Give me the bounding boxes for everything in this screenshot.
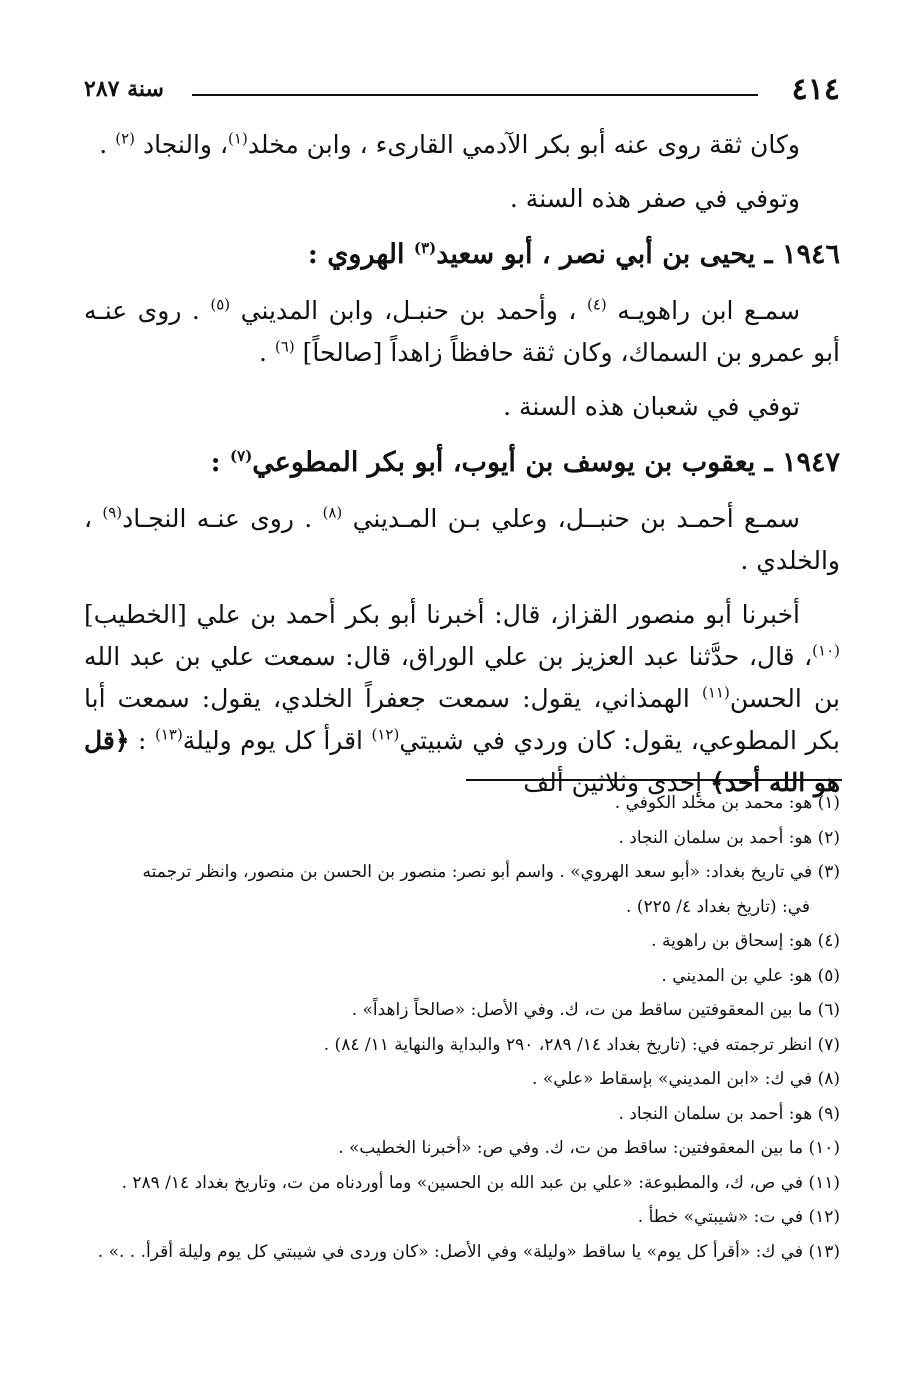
footnote: (٦) ما بين المعقوفتين ساقط من ت، ك. وفي الأصل: «صالحاً زاهداً» . [351, 1000, 840, 1020]
footnote-ref: (٣) [413, 239, 437, 257]
footnote-continuation: في: (تاريخ بغداد ٤/ ٢٢٥) . [626, 896, 810, 917]
footnote: (٣) في تاريخ بغداد: «أبو سعد الهروي» . واسم أبو نصر: منصور بن الحسن بن منصور، وانظر ترجمته [142, 862, 840, 882]
paragraph: وكان ثقة روى عنه أبو بكر الآدمي القارىء ، وابن مخلد$^{(١)}$، والنجاد $^{(٢)}$ . [99, 129, 800, 159]
running-title: سنة ٢٨٧ [84, 76, 164, 102]
paragraph: وتوفي في صفر هذه السنة . [509, 184, 800, 213]
footnote: (١٣) في ك: «أقرأ كل يوم» يا ساقط «وليلة» وفي الأصل: «كان وردى في شيبتي كل يوم وليلة أقرأ. . .» . [97, 1241, 840, 1262]
footnote-ref: (١٢) [371, 725, 400, 744]
footnote: (١٠) ما بين المعقوفتين: ساقط من ت، ك. وفي ص: «أخبرنا الخطيب» . [338, 1138, 840, 1158]
footnote-ref: (٥) [210, 295, 231, 314]
paragraph: توفي في شعبان هذه السنة . [503, 392, 800, 421]
footnote-ref: (١) [228, 129, 248, 148]
footnote: (١١) في ص، ك، والمطبوعة: «علي بن عبد الله بن الحسين» وما أوردناه من ت، وتاريخ بغداد ١٤/ ٢٨٩ . [121, 1172, 840, 1193]
footnote-ref: (٩) [102, 503, 123, 522]
paragraph: سمـع أحمـد بن حنبــل، وعلي بـن المـديني $^{(٨)}$ . روى عنـه النجـاد$^{(٩)}$ ، والخلدي . [84, 503, 840, 575]
entry-heading: ١٩٤٧ ـ يعقوب بن يوسف بن أيوب، أبو بكر المطوعي$^{(٧)}$ : [210, 447, 840, 478]
footnote-rule [466, 779, 842, 781]
footnote-ref: (٢) [115, 129, 135, 148]
paragraph: أخبرنا أبو منصور القزاز، قال: أخبرنا أبو بكر أحمد بن علي [الخطيب]$^{(١٠)}$، قال، حدَّثنا عبد العزيز بن علي الوراق، قال: سمعت علي بن عبد الله بن الحسن$^{(١١)}$ الهمذاني، يقول: سمعت جعفراً الخلدي، يقول: سمعت أبا بكر المطوعي، يقول: كان وردي في شبيتي$^{(١٢)}$ اقرأ كل يوم وليلة$^{(١٣)}$ : ﴿قل هو الله أحد﴾ إحدى وثلاثين ألف [84, 600, 841, 797]
footnote: (٥) هو: علي بن المديني . [661, 965, 840, 986]
footnote: (١) هو: محمد بن مخلد الكوفي . [614, 793, 840, 813]
entry-heading: ١٩٤٦ ـ يحيى بن أبي نصر ، أبو سعيد$^{(٣)}$ الهروي : [307, 239, 840, 270]
main-text [84, 124, 840, 804]
footnote-ref: (٤) [587, 295, 607, 314]
footnote: (٤) هو: إسحاق بن راهوية . [651, 931, 840, 951]
footnote-ref: (١٠) [812, 641, 840, 660]
footnote-ref: (٨) [322, 503, 343, 522]
footnote: (٩) هو: أحمد بن سلمان النجاد . [618, 1103, 840, 1124]
page-number: ٤١٤ [791, 72, 840, 107]
footnote-ref: (٦) [274, 337, 295, 356]
footnote: (٧) انظر ترجمته في: (تاريخ بغداد ١٤/ ٢٨٩، ٢٩٠ والبداية والنهاية ١١/ ٨٤) . [323, 1034, 840, 1055]
header-rule [192, 94, 758, 96]
paragraph: سمـع ابن راهويـه $^{(٤)}$ ، وأحمد بن حنبـل، وابن المديني $^{(٥)}$ . روى عنـه أبو عمرو بن السماك، وكان ثقة حافظاً زاهداً [صالحاً] $^{(٦)}$ . [84, 295, 840, 367]
footnote: (٢) هو: أحمد بن سلمان النجاد . [618, 827, 840, 848]
footnote-ref: (١١) [701, 683, 730, 702]
footnote: (١٢) في ت: «شيبتي» خطأ . [637, 1207, 840, 1227]
footnote-ref: (٧) [230, 447, 253, 465]
footnotes [84, 786, 840, 1269]
footnote: (٨) في ك: «ابن المديني» بإسقاط «علي» . [532, 1069, 840, 1089]
page-header [84, 70, 840, 110]
quran-quote: ﴿قل هو الله أحد﴾ [84, 726, 840, 797]
footnote-ref: (١٣) [154, 725, 183, 744]
